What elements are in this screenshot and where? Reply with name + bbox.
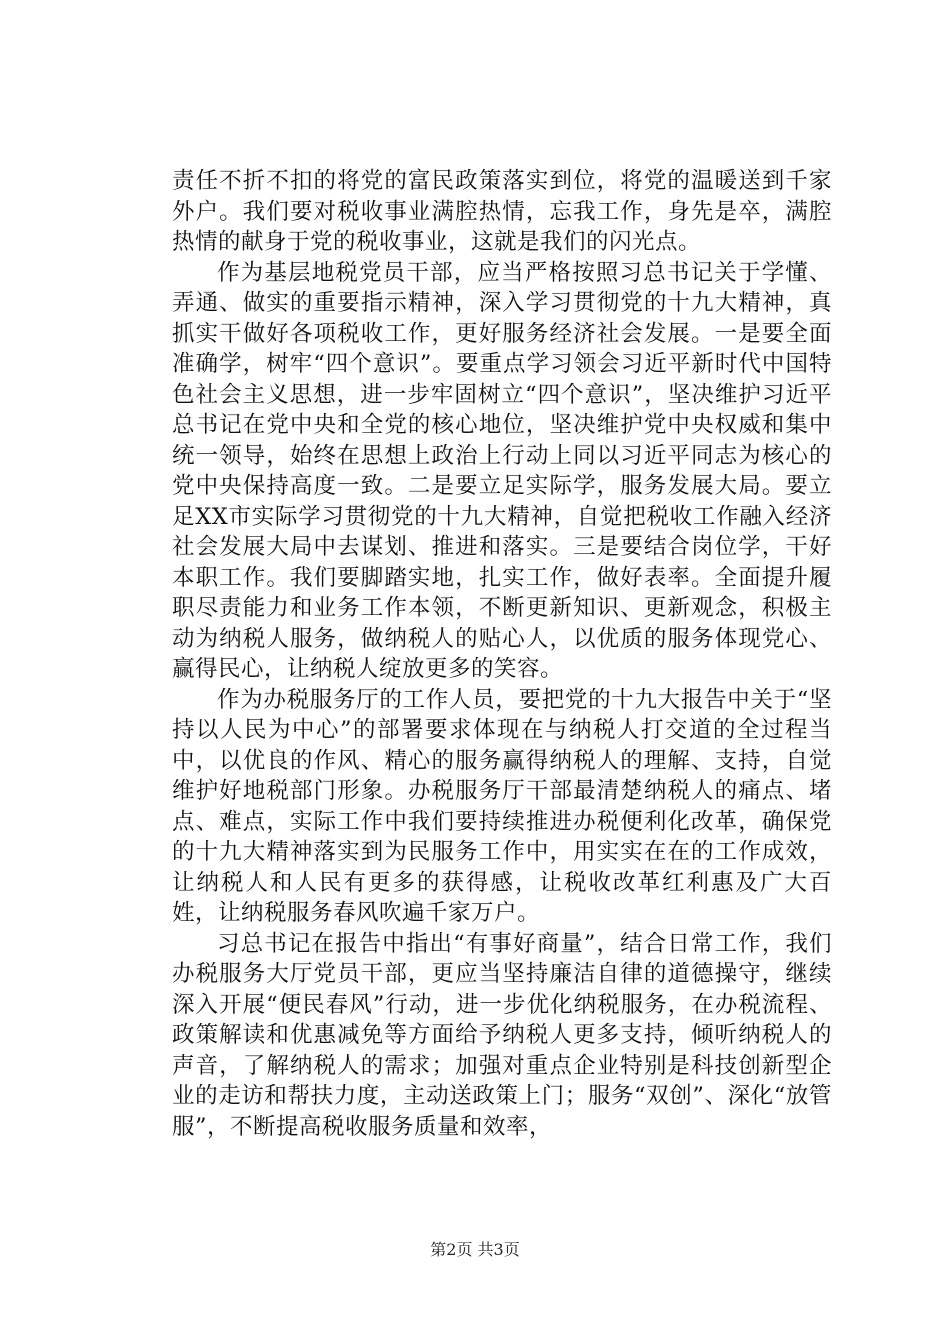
paragraph-study-guidance: 作为基层地税党员干部，应当严格按照习总书记关于学懂、弄通、做实的重要指示精神，深入学习贯彻党的十九大精神，真抓实干做好各项税收工作，更好服务经济社会发展。一是要全面准确学，树牢“四个意识”。要重点学习领会习近平新时代中国特色社会主义思想，进一步牢固树立“四个意识”，坚决维护习近平总书记在党中央和全党的核心地位，坚决维护党中央权威和集中统一领导，始终在思想上政治上行动上同以习近平同志为核心的党中央保持高度一致。二是要立足实际学，服务发展大局。要立足XX市实际学习贯彻党的十九大精神，自觉把税收工作融入经济社会发展大局中去谋划、推进和落实。三是要结合岗位学，干好本职工作。我们要脚踏实地，扎实工作，做好表率。全面提升履职尽责能力和业务工作本领，不断更新知识、更新观念，积极主动为纳税人服务，做纳税人的贴心人，以优质的服务体现党心、赢得民心，让纳税人绽放更多的笑容。 bbox=[172, 259, 832, 682]
paragraph-continued: 责任不折不扣的将党的富民政策落实到位，将党的温暖送到千家外户。我们要对税收事业满腔热情，忘我工作，身先是卒，满腔热情的献身于党的税收事业，这就是我们的闪光点。 bbox=[172, 168, 832, 255]
document-body bbox=[172, 166, 832, 1142]
paragraph-discussion: 习总书记在报告中指出“有事好商量”，结合日常工作，我们办税服务大厅党员干部，更应当坚持廉洁自律的道德操守，继续深入开展“便民春风”行动，进一步优化纳税服务，在办税流程、政策解读和优惠减免等方面给予纳税人更多支持，倾听纳税人的声音，了解纳税人的需求；加强对重点企业特别是科技创新型企业的走访和帮扶力度，主动送政策上门；服务“双创”、深化“放管服”，不断提高税收服务质量和效率， bbox=[172, 930, 832, 1140]
page-footer: 第2页 共3页 bbox=[430, 1240, 520, 1259]
paragraph-service-hall: 作为办税服务厅的工作人员，要把党的十九大报告中关于“坚持以人民为中心”的部署要求体现在与纳税人打交道的全过程当中，以优良的作风、精心的服务赢得纳税人的理解、支持，自觉维护好地税部门形象。办税服务厅干部最清楚纳税人的痛点、堵点、难点，实际工作中我们要持续推进办税便利化改革，确保党的十九大精神落实到为民服务工作中，用实实在在的工作成效，让纳税人和人民有更多的获得感，让税收改革红利惠及广大百姓，让纳税服务春风吹遍千家万户。 bbox=[172, 686, 832, 926]
